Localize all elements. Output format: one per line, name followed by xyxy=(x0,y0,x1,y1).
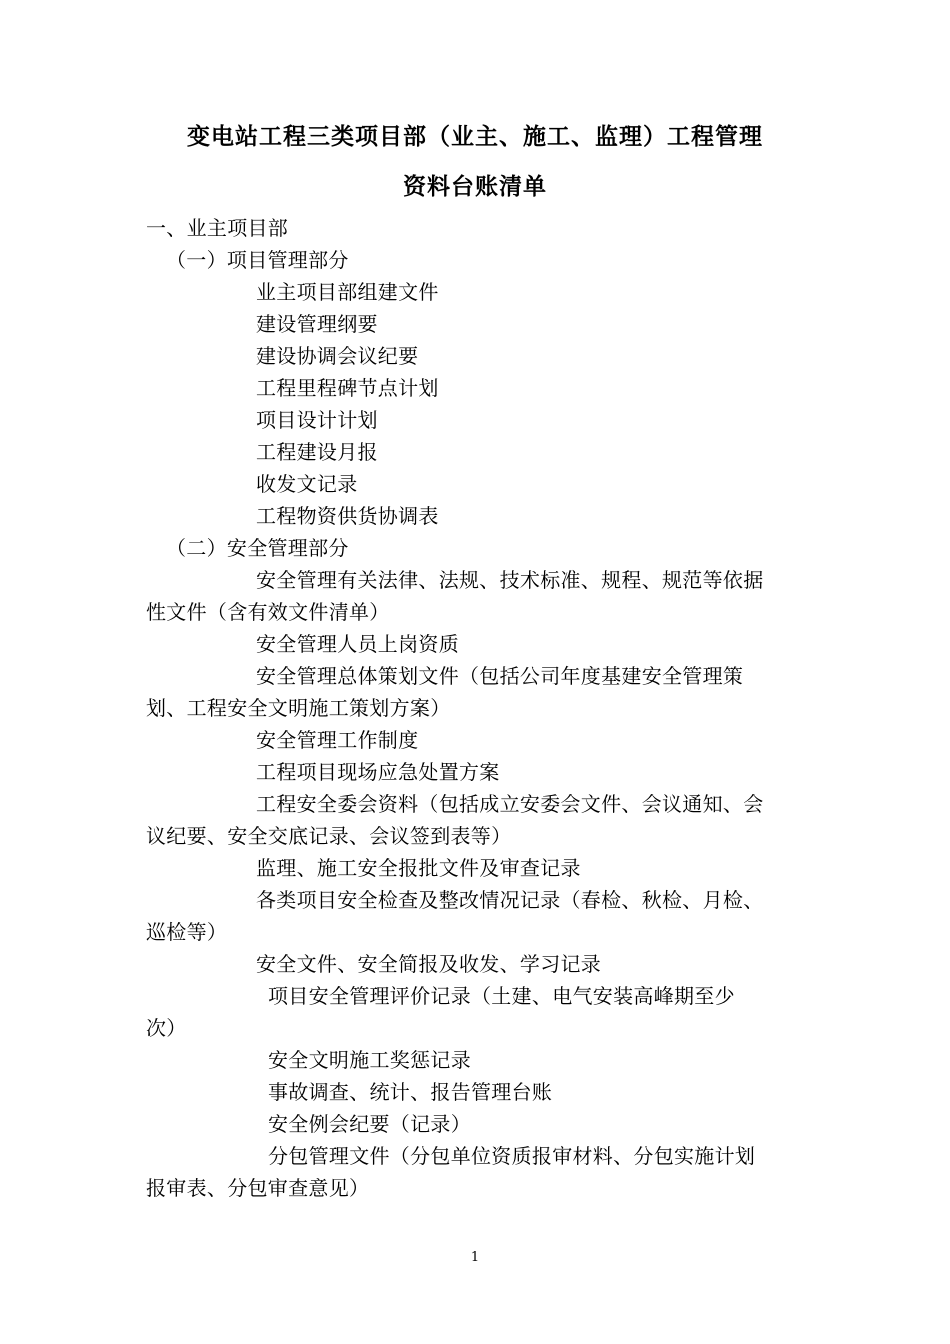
list-item-continuation: 报审表、分包审查意见） xyxy=(146,1176,370,1200)
list-item-continuation: 巡检等） xyxy=(146,920,228,944)
list-item: 安全管理总体策划文件（包括公司年度基建安全管理策 xyxy=(256,664,744,688)
list-item: 安全文明施工奖惩记录 xyxy=(268,1048,471,1072)
list-item-continuation: 议纪要、安全交底记录、会议签到表等） xyxy=(146,824,512,848)
list-item: 监理、施工安全报批文件及审查记录 xyxy=(256,856,581,880)
list-item: 工程建设月报 xyxy=(256,440,378,464)
list-item-continuation: 次） xyxy=(146,1016,187,1040)
page-number: 1 xyxy=(470,1250,480,1265)
list-item-continuation: 划、工程安全文明施工策划方案） xyxy=(146,696,451,720)
document-title-line1: 变电站工程三类项目部（业主、施工、监理）工程管理 xyxy=(187,124,763,150)
list-item: 工程里程碑节点计划 xyxy=(256,376,439,400)
list-item: 工程物资供货协调表 xyxy=(256,504,439,528)
list-item: 建设管理纲要 xyxy=(256,312,378,336)
list-item: 项目安全管理评价记录（土建、电气安装高峰期至少 xyxy=(268,984,735,1008)
list-item-continuation: 性文件（含有效文件清单） xyxy=(146,600,390,624)
list-item: 分包管理文件（分包单位资质报审材料、分包实施计划 xyxy=(268,1144,756,1168)
list-item: 事故调查、统计、报告管理台账 xyxy=(268,1080,553,1104)
list-item: 工程安全委会资料（包括成立安委会文件、会议通知、会 xyxy=(256,792,764,816)
section-heading-owner-department: 一、业主项目部 xyxy=(146,216,289,240)
list-item: 安全管理工作制度 xyxy=(256,728,419,752)
list-item: 收发文记录 xyxy=(256,472,358,496)
list-item: 工程项目现场应急处置方案 xyxy=(256,760,500,784)
document-title-line2: 资料台账清单 xyxy=(403,174,547,200)
list-item: 各类项目安全检查及整改情况记录（春检、秋检、月检、 xyxy=(256,888,764,912)
list-item: 业主项目部组建文件 xyxy=(256,280,439,304)
list-item: 项目设计计划 xyxy=(256,408,378,432)
list-item: 安全管理人员上岗资质 xyxy=(256,632,459,656)
subsection-heading-safety-management: （二）安全管理部分 xyxy=(166,536,349,560)
list-item: 安全例会纪要（记录） xyxy=(268,1112,471,1136)
subsection-heading-project-management: （一）项目管理部分 xyxy=(166,248,349,272)
list-item: 安全管理有关法律、法规、技术标准、规程、规范等依据 xyxy=(256,568,764,592)
list-item: 建设协调会议纪要 xyxy=(256,344,419,368)
list-item: 安全文件、安全简报及收发、学习记录 xyxy=(256,952,602,976)
